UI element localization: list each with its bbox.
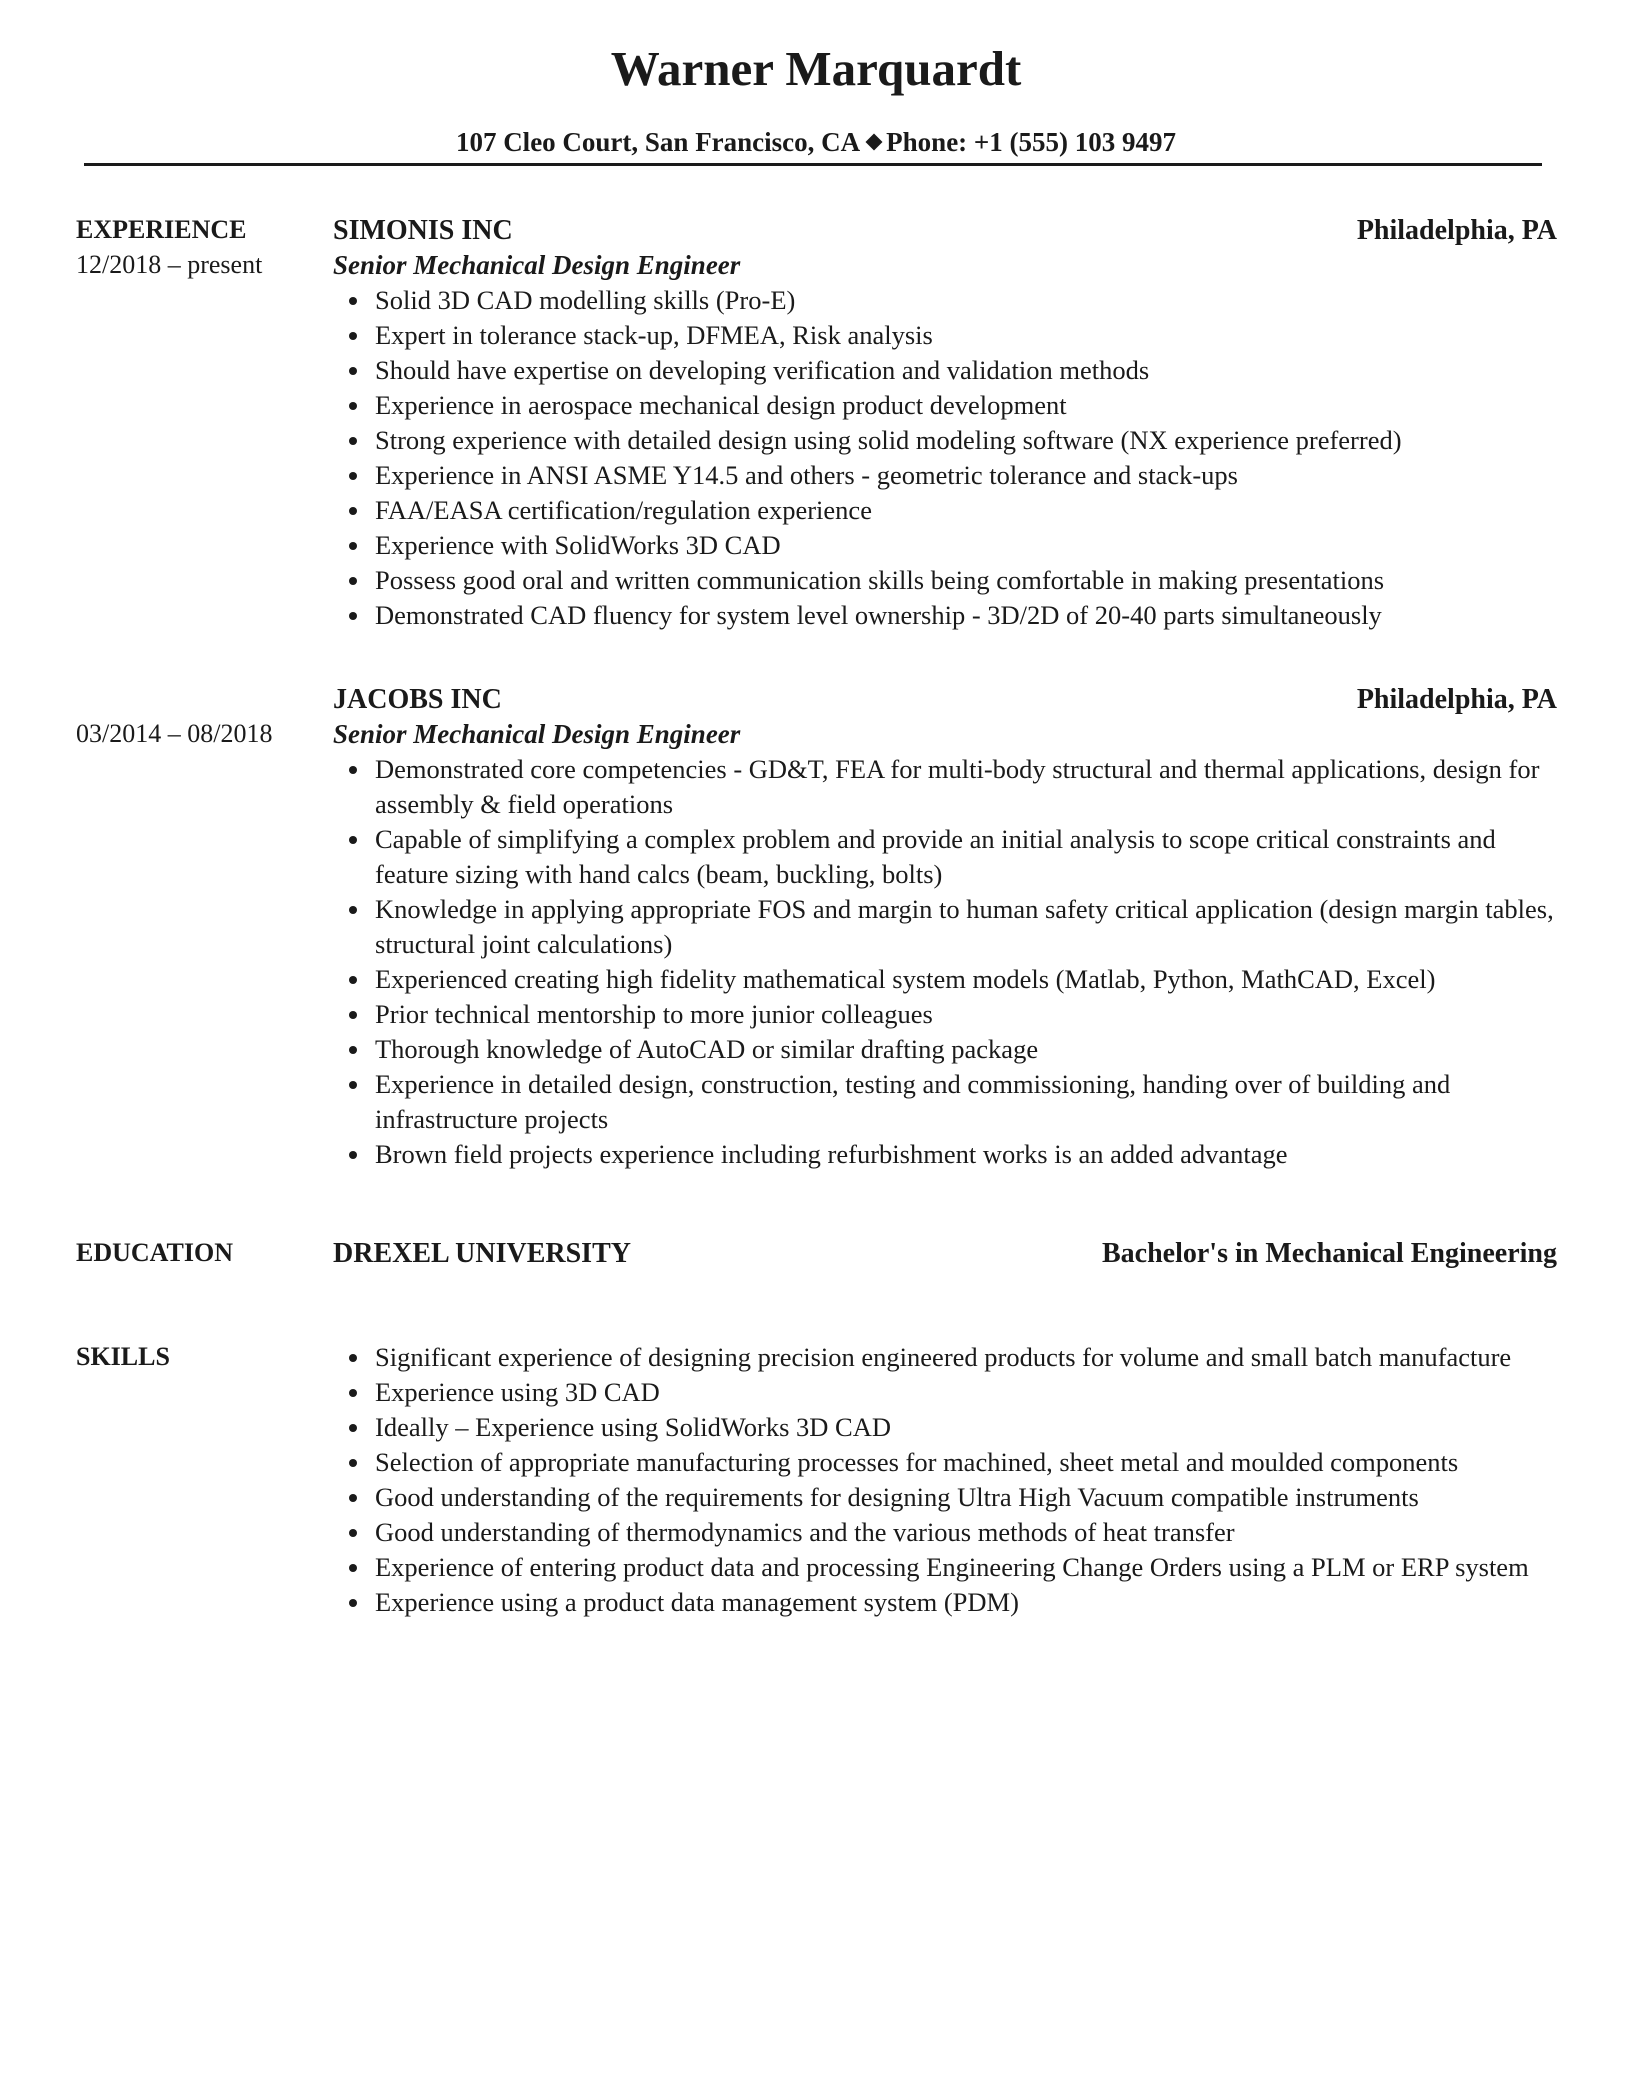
list-item bbox=[375, 458, 1557, 493]
skills-entry bbox=[333, 1340, 1557, 1620]
bullet-icon bbox=[349, 437, 357, 445]
job-dates: 12/2018 – present bbox=[76, 250, 263, 279]
bullet-text: Thorough knowledge of AutoCAD or similar drafting package bbox=[375, 1034, 1039, 1064]
bullet-text: Capable of simplifying a complex problem and provide an initial analysis to scope critical constraints and feature sizing with hand calcs (beam, buckling, bolts) bbox=[375, 824, 1496, 889]
bullet-text: Possess good oral and written communication skills being comfortable in making presentations bbox=[375, 565, 1385, 595]
list-item bbox=[375, 822, 1557, 892]
bullet-icon bbox=[349, 976, 357, 984]
bullet-icon bbox=[349, 472, 357, 480]
bullet-text: Demonstrated core competencies - GD&T, FEA for multi-body structural and thermal applications, design for assembly & field operations bbox=[375, 754, 1540, 819]
list-item bbox=[375, 493, 1557, 528]
bullet-text: FAA/EASA certification/regulation experience bbox=[375, 495, 872, 525]
bullet-icon bbox=[349, 1564, 357, 1572]
list-item bbox=[375, 1550, 1557, 1585]
bullet-icon bbox=[349, 1011, 357, 1019]
bullet-icon bbox=[349, 367, 357, 375]
list-item bbox=[375, 1032, 1557, 1067]
job-header bbox=[333, 682, 1557, 717]
list-item bbox=[375, 388, 1557, 423]
list-item bbox=[375, 318, 1557, 353]
job-header bbox=[333, 213, 1557, 248]
bullet-icon bbox=[349, 836, 357, 844]
list-item bbox=[375, 283, 1557, 318]
bullet-icon bbox=[349, 1459, 357, 1467]
company-name: SIMONIS INC bbox=[333, 215, 513, 246]
school-name: DREXEL UNIVERSITY bbox=[333, 1238, 631, 1269]
list-item bbox=[375, 1375, 1557, 1410]
bullet-text: Solid 3D CAD modelling skills (Pro-E) bbox=[375, 285, 796, 315]
bullet-text: Demonstrated CAD fluency for system level ownership - 3D/2D of 20-40 parts simultaneously bbox=[375, 600, 1382, 630]
bullet-icon bbox=[349, 1081, 357, 1089]
bullet-text: Good understanding of the requirements for designing Ultra High Vacuum compatible instruments bbox=[375, 1482, 1419, 1512]
job-entry bbox=[333, 213, 1557, 633]
bullet-text: Experience in aerospace mechanical design product development bbox=[375, 390, 1067, 420]
bullet-icon bbox=[349, 766, 357, 774]
bullet-icon bbox=[349, 297, 357, 305]
bullet-text: Brown field projects experience including refurbishment works is an added advantage bbox=[375, 1139, 1288, 1169]
job-bullets bbox=[333, 752, 1557, 1172]
bullet-icon bbox=[349, 1046, 357, 1054]
bullet-text: Experience of entering product data and processing Engineering Change Orders using a PLM or ERP system bbox=[375, 1552, 1529, 1582]
list-item bbox=[375, 528, 1557, 563]
bullet-text: Experience with SolidWorks 3D CAD bbox=[375, 530, 781, 560]
address: 107 Cleo Court, San Francisco, CA bbox=[455, 127, 861, 157]
list-item bbox=[375, 1585, 1557, 1620]
job-bullets bbox=[333, 283, 1557, 633]
bullet-text: Experience using a product data management system (PDM) bbox=[375, 1587, 1019, 1617]
list-item bbox=[375, 563, 1557, 598]
education-entry bbox=[333, 1236, 1557, 1271]
list-item bbox=[375, 997, 1557, 1032]
list-item bbox=[375, 1067, 1557, 1137]
list-item bbox=[375, 353, 1557, 388]
list-item bbox=[375, 892, 1557, 962]
list-item bbox=[375, 1340, 1557, 1375]
bullet-text: Strong experience with detailed design using solid modeling software (NX experience preferred) bbox=[375, 425, 1402, 455]
bullet-icon bbox=[349, 1494, 357, 1502]
bullet-icon bbox=[349, 577, 357, 585]
bullet-text: Experience using 3D CAD bbox=[375, 1377, 660, 1407]
job-dates: 03/2014 – 08/2018 bbox=[76, 719, 273, 748]
bullet-text: Experienced creating high fidelity mathematical system models (Matlab, Python, MathCAD, Excel) bbox=[375, 964, 1436, 994]
list-item bbox=[375, 962, 1557, 997]
bullet-icon bbox=[349, 1354, 357, 1362]
education-section-label: EDUCATION bbox=[76, 1238, 233, 1267]
list-item bbox=[375, 598, 1557, 633]
education-header bbox=[333, 1236, 1557, 1271]
list-item bbox=[375, 1445, 1557, 1480]
degree: Bachelor's in Mechanical Engineering bbox=[1102, 1238, 1557, 1269]
bullet-text: Expert in tolerance stack-up, DFMEA, Risk analysis bbox=[375, 320, 933, 350]
diamond-separator-icon bbox=[866, 134, 883, 151]
company-name: JACOBS INC bbox=[333, 684, 502, 715]
list-item bbox=[375, 1480, 1557, 1515]
list-item bbox=[375, 752, 1557, 822]
bullet-text: Experience in ANSI ASME Y14.5 and others - geometric tolerance and stack-ups bbox=[375, 460, 1238, 490]
bullet-icon bbox=[349, 612, 357, 620]
bullet-text: Experience in detailed design, construction, testing and commissioning, handing over of building and infrastructure projects bbox=[375, 1069, 1451, 1134]
bullet-icon bbox=[349, 1529, 357, 1537]
experience-section-label: EXPERIENCE bbox=[76, 215, 247, 244]
bullet-text: Knowledge in applying appropriate FOS and margin to human safety critical application (design margin tables, structural joint calculations) bbox=[375, 894, 1554, 959]
bullet-icon bbox=[349, 1599, 357, 1607]
bullet-text: Should have expertise on developing verification and validation methods bbox=[375, 355, 1150, 385]
bullet-icon bbox=[349, 332, 357, 340]
bullet-icon bbox=[349, 1389, 357, 1397]
header-divider bbox=[84, 163, 1542, 166]
bullet-icon bbox=[349, 906, 357, 914]
job-title: Senior Mechanical Design Engineer bbox=[333, 250, 741, 280]
bullet-text: Good understanding of thermodynamics and the various methods of heat transfer bbox=[375, 1517, 1235, 1547]
bullet-text: Prior technical mentorship to more junior colleagues bbox=[375, 999, 933, 1029]
candidate-name: Warner Marquardt bbox=[610, 41, 1022, 96]
bullet-icon bbox=[349, 507, 357, 515]
list-item bbox=[375, 1410, 1557, 1445]
job-title: Senior Mechanical Design Engineer bbox=[333, 719, 741, 749]
bullet-icon bbox=[349, 402, 357, 410]
bullet-text: Selection of appropriate manufacturing processes for machined, sheet metal and moulded components bbox=[375, 1447, 1459, 1477]
skills-bullets bbox=[333, 1340, 1557, 1620]
phone: Phone: +1 (555) 103 9497 bbox=[886, 127, 1177, 157]
list-item bbox=[375, 1137, 1557, 1172]
job-location: Philadelphia, PA bbox=[1356, 215, 1557, 246]
list-item bbox=[375, 423, 1557, 458]
job-entry bbox=[333, 682, 1557, 1172]
bullet-text: Significant experience of designing precision engineered products for volume and small batch manufacture bbox=[375, 1342, 1512, 1372]
contact-line bbox=[0, 124, 1632, 160]
bullet-icon bbox=[349, 1424, 357, 1432]
bullet-icon bbox=[349, 542, 357, 550]
job-location: Philadelphia, PA bbox=[1356, 684, 1557, 715]
list-item bbox=[375, 1515, 1557, 1550]
bullet-icon bbox=[349, 1151, 357, 1159]
bullet-text: Ideally – Experience using SolidWorks 3D CAD bbox=[375, 1412, 891, 1442]
skills-section-label: SKILLS bbox=[76, 1342, 170, 1371]
